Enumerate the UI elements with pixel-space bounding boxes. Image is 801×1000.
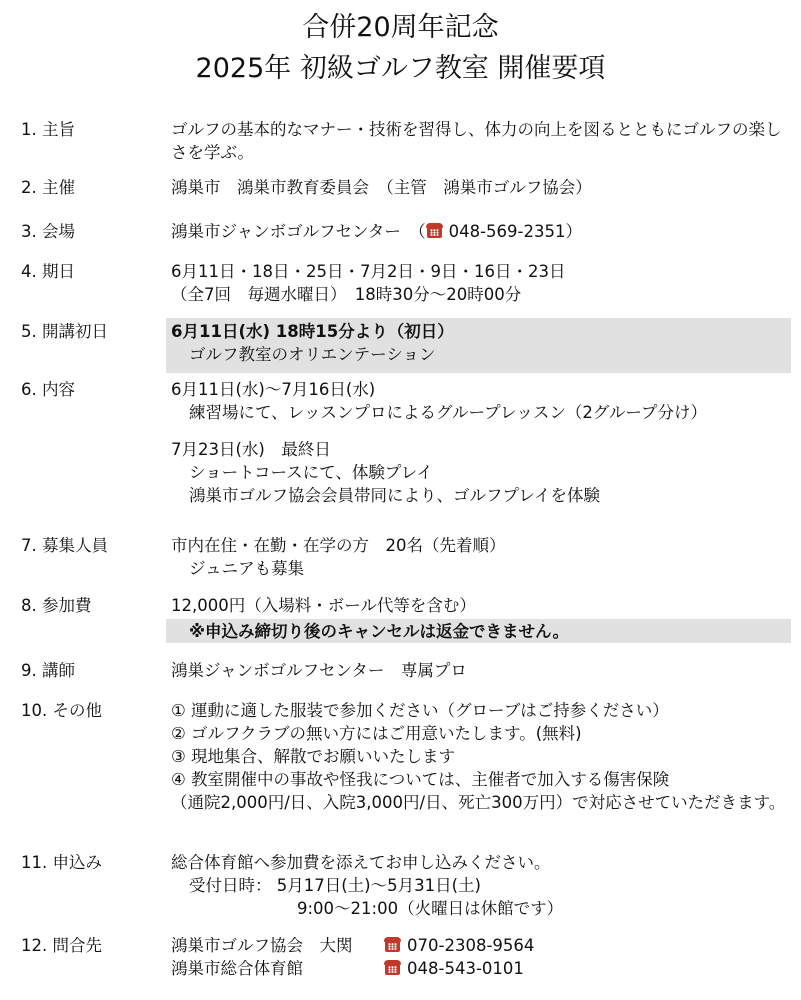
section-label: 3. 会場 xyxy=(21,222,75,241)
section-label: 11. 申込み xyxy=(21,853,102,872)
venue-close: ） xyxy=(565,222,582,241)
contact-row-1 xyxy=(171,934,791,957)
section-text xyxy=(171,851,791,920)
section-label: 12. 問合先 xyxy=(21,936,102,955)
section-text xyxy=(171,934,791,980)
section-text xyxy=(171,260,791,306)
section-label: 7. 募集人員 xyxy=(21,536,108,555)
telephone-icon xyxy=(384,937,401,953)
section-label: 8. 参加費 xyxy=(21,596,92,615)
application-dates: 受付日時： 5月17日(土)～5月31日(土) xyxy=(189,876,481,895)
recruitment-line: 市内在住・在勤・在学の方 20名（先着順） xyxy=(171,536,506,555)
application-hours: 9:00～21:00（火曜日は休館です） xyxy=(297,899,564,918)
other-item-4: ④ 教室開催中の事故や怪我については、主催者で加入する傷害保険 xyxy=(171,770,670,789)
section-label: 2. 主催 xyxy=(21,178,75,197)
section-label: 10. その他 xyxy=(21,701,102,720)
telephone-icon xyxy=(384,960,401,976)
contact-1-phone: 070-2308-9564 xyxy=(407,936,535,955)
content-short-course: ショートコースにて、体験プレイ xyxy=(189,463,433,482)
dates-line: 6月11日・18日・25日・7月2日・9日・16日・23日 xyxy=(171,262,566,281)
recruitment-junior: ジュニアも募集 xyxy=(189,559,305,578)
content-play: 鴻巣市ゴルフ協会会員帯同により、ゴルフプレイを体験 xyxy=(189,486,601,505)
content-lesson: 練習場にて、レッスンプロによるグループレッスン（2グループ分け） xyxy=(189,403,708,422)
venue-name: 鴻巣市ジャンボゴルフセンター （ xyxy=(171,222,426,241)
fee-note: ※申込み締切り後のキャンセルは返金できません。 xyxy=(189,622,570,641)
title-line-1: 合併20周年記念 xyxy=(302,12,499,43)
telephone-icon xyxy=(426,223,443,239)
section-label: 9. 講師 xyxy=(21,661,75,680)
section-text: 鴻巣市 鴻巣市教育委員会 （主管 鴻巣市ゴルフ協会） xyxy=(171,178,592,197)
section-text xyxy=(171,534,791,580)
other-item-4-detail: （通院2,000円/日、入院3,000円/日、死亡300万円）で対応させていただきます。 xyxy=(171,793,786,812)
application-instruction: 総合体育館へ参加費を添えてお申し込みください。 xyxy=(171,853,551,872)
contact-2-name: 鴻巣市総合体育館 xyxy=(171,959,303,978)
section-label: 1. 主旨 xyxy=(21,120,75,139)
contact-row-2 xyxy=(171,957,791,980)
venue-phone: 048-569-2351 xyxy=(448,222,566,241)
other-item-1: ① 運動に適した服装で参加ください（グローブはご持参ください） xyxy=(171,701,669,720)
section-label: 5. 開講初日 xyxy=(21,322,108,341)
section-text: 鴻巣ジャンボゴルフセンター 専属プロ xyxy=(171,661,467,680)
dates-schedule: （全7回 毎週水曜日） 18時30分～20時00分 xyxy=(171,285,522,304)
other-item-2: ② ゴルフクラブの無い方にはご用意いたします。(無料) xyxy=(171,724,582,743)
section-label: 6. 内容 xyxy=(21,380,75,399)
title-line-2: 2025年 初級ゴルフ教室 開催要項 xyxy=(195,53,606,84)
content-period: 6月11日(水)～7月16日(水) xyxy=(171,380,376,399)
section-text xyxy=(171,699,791,814)
opening-desc: ゴルフ教室のオリエンテーション xyxy=(189,345,436,364)
opening-date: 6月11日(水) 18時15分より（初日） xyxy=(171,322,454,341)
contact-2-phone: 048-543-0101 xyxy=(407,959,524,978)
section-text: ゴルフの基本的なマナー・技術を習得し、体力の向上を図るとともにゴルフの楽しさを学ぶ。 xyxy=(171,120,782,162)
section-text xyxy=(171,378,791,507)
other-item-3: ③ 現地集合、解散でお願いいたします xyxy=(171,747,456,766)
contact-1-name: 鴻巣市ゴルフ協会 大関 xyxy=(171,936,353,955)
fee-amount: 12,000円（入場料・ボール代等を含む） xyxy=(171,596,476,615)
section-text xyxy=(171,220,791,243)
content-final-day: 7月23日(水) 最終日 xyxy=(171,440,331,459)
section-text xyxy=(171,320,791,366)
section-label: 4. 期日 xyxy=(21,262,75,281)
